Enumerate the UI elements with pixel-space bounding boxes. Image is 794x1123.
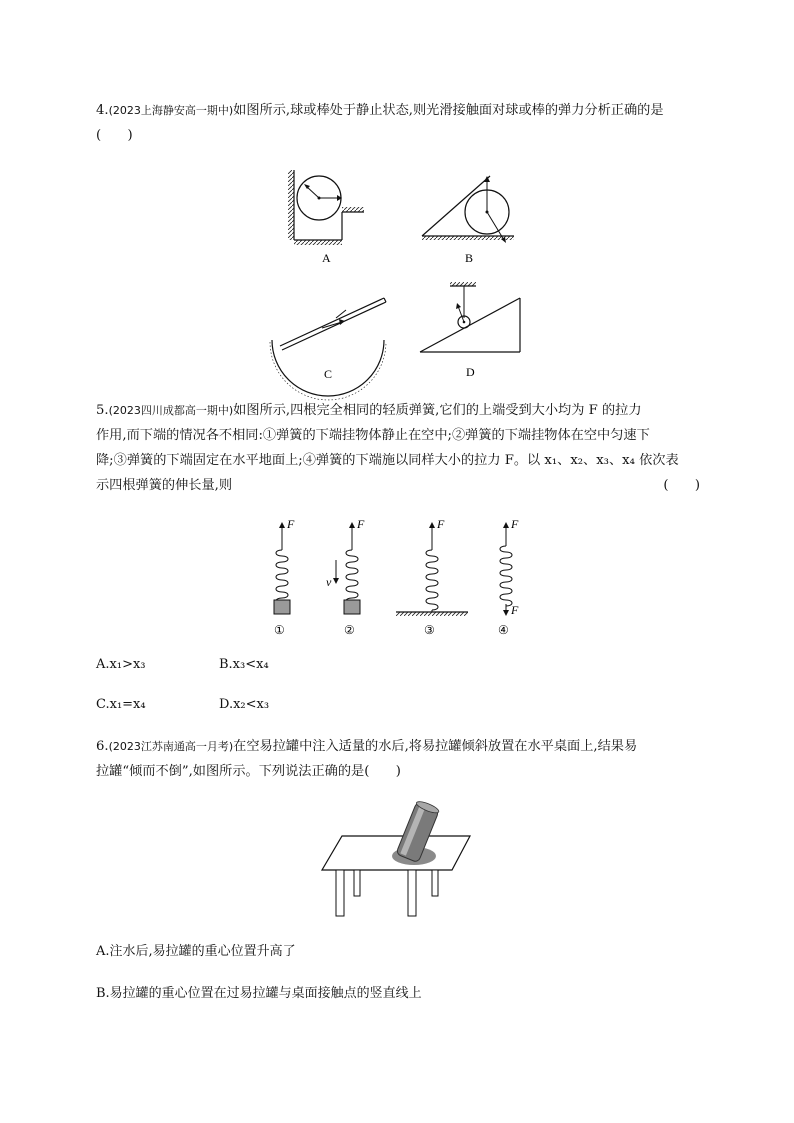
q4-figure-b [420,166,530,266]
q6-line-1 [96,734,700,759]
q4-figure-d [416,278,536,388]
spring-3-label: ③ [424,623,435,637]
spring-3 [396,517,468,637]
q4-label-c: C [324,367,333,381]
q6-option-b: B.易拉罐的重心位置在过易拉罐与桌面接触点的竖直线上 [96,986,422,1001]
q4-label-d: D [466,365,475,379]
spring-4-label: ④ [498,623,509,637]
q5-number: 5. [96,403,109,418]
q6-number: 6. [96,739,109,754]
q4-number: 4. [96,103,109,118]
q5-option-b: B.x₃<x₄ [219,657,269,672]
spring-1 [274,517,295,637]
question-6 [96,734,700,784]
q6-stem-2: 拉罐“倾而不倒”,如图所示。下列说法正确的是( ) [96,764,401,779]
q5-stem-2: 作用,而下端的情况各不相同:①弹簧的下端挂物体静止在空中;②弹簧的下端挂物体在空中匀速下 [96,428,650,443]
q4-figure-a [284,166,374,266]
spring-2 [326,517,365,637]
q5-springs-figure [260,516,580,646]
spring-1-label: ① [274,623,285,637]
q4-label-b: B [465,251,474,265]
q5-stem-3: 降;③弹簧的下端固定在水平地面上;④弹簧的下端施以同样大小的拉力 F。以 x₁、x₂、x₃、x₄ 依次表 [96,453,679,468]
q6-source: (2023江苏南通高一月考) [108,740,234,753]
q5-line-4 [96,473,700,498]
q6-stem-1: 在空易拉罐中注入适量的水后,将易拉罐倾斜放置在水平桌面上,结果易 [233,739,638,754]
question-5 [96,398,700,498]
q4-label-a: A [322,251,331,265]
spring-3-force-label: F [437,517,445,531]
q4-source: (2023上海静安高一期中) [108,104,234,117]
q5-line-1 [96,398,700,423]
spring-4-force-label-bottom: F [511,603,519,617]
q5-stem-1: 如图所示,四根完全相同的轻质弹簧,它们的上端受到大小均为 F 的拉力 [233,403,642,418]
q5-option-d: D.x₂<x₃ [219,697,270,712]
q5-stem-4: 示四根弹簧的伸长量,则 [96,478,233,493]
spring-2-velocity-label: v [326,575,332,589]
q6-table-can-figure [320,800,480,920]
question-4 [96,98,700,148]
q6-option-a: A.注水后,易拉罐的重心位置升高了 [96,944,296,959]
spring-2-force-label: F [357,517,365,531]
spring-2-label: ② [344,623,355,637]
q5-answer-paren: ( ) [663,478,700,493]
spring-4-force-label: F [511,517,519,531]
spring-1-force-label: F [287,517,295,531]
q4-stem: 如图所示,球或棒处于静止状态,则光滑接触面对球或棒的弹力分析正确的是( ) [96,103,664,143]
q4-figure-c [266,280,396,390]
q5-option-a: A.x₁>x₃ [96,657,146,672]
q5-option-c: C.x₁=x₄ [96,697,146,712]
spring-4 [498,517,519,637]
q5-source: (2023四川成都高一期中) [108,404,234,417]
